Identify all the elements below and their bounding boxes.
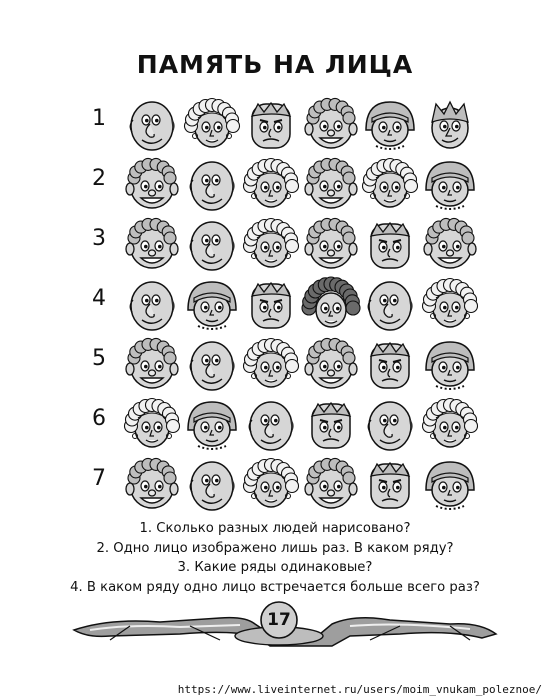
question-3: 3. Какие ряды одинаковые?	[177, 560, 373, 575]
bald-man-big-nose-face	[184, 336, 240, 392]
bald-man-big-nose-face	[124, 96, 180, 152]
spiky-hair-man-face	[303, 396, 359, 452]
row-number: 3	[92, 226, 106, 251]
curly-haired-woman-face	[243, 216, 299, 272]
dark-curly-woman-face	[303, 276, 359, 332]
curly-haired-boy-face	[124, 156, 180, 212]
spiky-hair-man-face	[362, 336, 418, 392]
face-row-2	[0, 154, 550, 214]
face-row-3	[0, 214, 550, 274]
curly-haired-woman-face	[243, 336, 299, 392]
row-number: 6	[92, 406, 106, 431]
curly-haired-boy-face	[422, 216, 478, 272]
curly-haired-woman-face	[243, 156, 299, 212]
face-row-5	[0, 334, 550, 394]
bald-man-big-nose-face	[362, 396, 418, 452]
bald-man-big-nose-face	[362, 276, 418, 332]
bob-haired-woman-face	[422, 336, 478, 392]
bob-haired-woman-face	[184, 396, 240, 452]
curly-haired-boy-face	[303, 456, 359, 512]
row-number: 2	[92, 166, 106, 191]
page-title: ПАМЯТЬ НА ЛИЦА	[136, 50, 414, 79]
spiky-hair-man-face	[362, 216, 418, 272]
bob-haired-woman-face	[422, 156, 478, 212]
face-row-7	[0, 454, 550, 514]
face-row-1	[0, 94, 550, 154]
spiky-hair-man-face	[362, 456, 418, 512]
questions-block	[0, 519, 550, 597]
curly-haired-boy-face	[124, 456, 180, 512]
page-number: 17	[267, 610, 291, 630]
face-row-4	[0, 274, 550, 334]
row-number: 7	[92, 466, 106, 491]
spiky-hair-man-face	[243, 276, 299, 332]
row-number: 5	[92, 346, 106, 371]
curly-haired-woman-face	[124, 396, 180, 452]
bald-man-big-nose-face	[184, 156, 240, 212]
curly-haired-boy-face	[124, 216, 180, 272]
curly-haired-woman-face	[422, 276, 478, 332]
row-number: 4	[92, 286, 106, 311]
curly-haired-boy-face	[303, 96, 359, 152]
curly-haired-woman-face	[422, 396, 478, 452]
source-url: https://www.liveinternet.ru/users/moim_vnukam_poleznoe/	[177, 683, 542, 696]
bob-haired-woman-face	[422, 456, 478, 512]
bob-haired-woman-face	[184, 276, 240, 332]
curly-haired-boy-face	[303, 216, 359, 272]
bald-man-big-nose-face	[184, 456, 240, 512]
question-4: 4. В каком ряду одно лицо встречается больше всего раз?	[70, 579, 480, 595]
curly-haired-woman-face	[243, 456, 299, 512]
question-1: 1. Сколько разных людей нарисовано?	[139, 521, 411, 536]
pointy-hair-man-face	[422, 96, 478, 152]
bald-man-big-nose-face	[184, 216, 240, 272]
row-number: 1	[92, 106, 106, 131]
curly-haired-woman-face	[184, 96, 240, 152]
bald-man-big-nose-face	[124, 276, 180, 332]
spiky-hair-man-face	[243, 96, 299, 152]
bald-man-big-nose-face	[243, 396, 299, 452]
curly-haired-boy-face	[124, 336, 180, 392]
question-2: 2. Одно лицо изображено лишь раз. В каком ряду?	[96, 540, 454, 556]
bob-haired-woman-face	[362, 96, 418, 152]
curly-haired-boy-face	[303, 156, 359, 212]
face-row-6	[0, 394, 550, 454]
curly-haired-boy-face	[303, 336, 359, 392]
curly-haired-woman-face	[362, 156, 418, 212]
